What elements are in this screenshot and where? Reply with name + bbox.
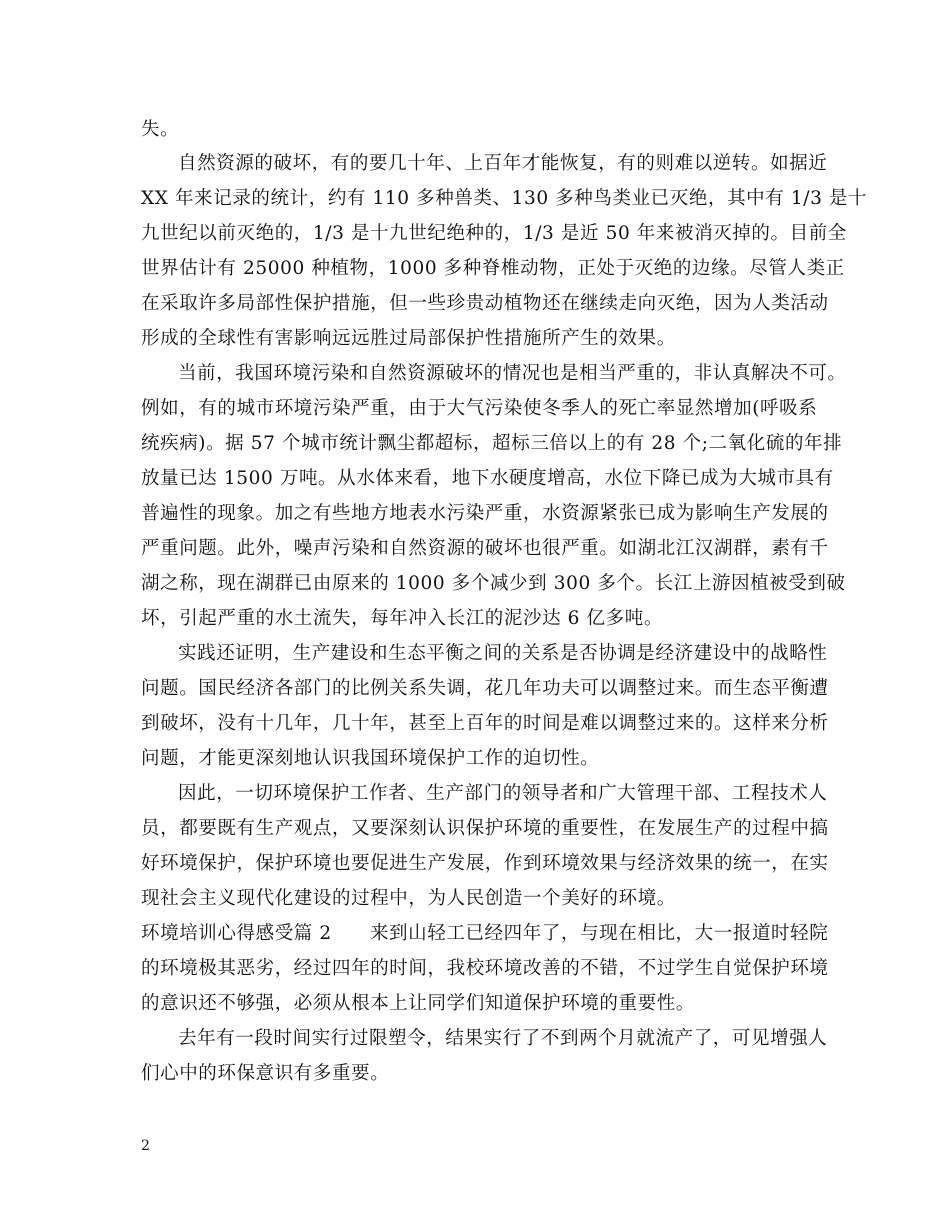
text-line: 现社会主义现代化建设的过程中，为人民创造一个美好的环境。 — [141, 888, 676, 909]
text-line: 统疾病)。据 57 个城市统计飘尘都超标，超标三倍以上的有 28 个;二氧化硫的年排 — [141, 433, 843, 454]
text-line: 的意识还不够强，必须从根本上让同学们知道保护环境的重要性。 — [141, 993, 695, 1014]
text-line: 问题。国民经济各部门的比例关系失调，花几年功夫可以调整过来。而生态平衡遭 — [141, 678, 829, 699]
text-line: 自然资源的破坏，有的要几十年、上百年才能恢复，有的则难以逆转。如据近 — [178, 153, 828, 174]
text-line: 湖之称，现在湖群已由原来的 1000 多个减少到 300 多个。长江上游因植被受到破 — [141, 573, 846, 594]
text-line: 失。 — [141, 119, 180, 140]
text-line: 普遍性的现象。加之有些地方地表水污染严重，水资源紧张已成为影响生产发展的 — [141, 503, 829, 524]
text-line: 到破坏，没有十几年，几十年，甚至上百年的时间是难以调整过来的。这样来分析 — [141, 713, 829, 734]
text-line: 严重问题。此外，噪声污染和自然资源的破坏也很严重。如湖北江汉湖群，素有千 — [141, 538, 829, 559]
text-line: 好环境保护，保护环境也要促进生产发展，作到环境效果与经济效果的统一，在实 — [141, 853, 829, 874]
text-line: 员，都要既有生产观点，又要深刻认识保护环境的重要性，在发展生产的过程中搞 — [141, 818, 829, 839]
text-line: 实践还证明，生产建设和生态平衡之间的关系是否协调是经济建设中的战略性 — [178, 643, 828, 664]
text-line: 的环境极其恶劣，经过四年的时间，我校环境改善的不错，不过学生自觉保护环境 — [141, 958, 829, 979]
text-line: 形成的全球性有害影响远远胜过局部保护性措施所产生的效果。 — [141, 328, 676, 349]
text-line: 去年有一段时间实行过限塑令，结果实行了不到两个月就流产了，可见增强人 — [178, 1028, 828, 1049]
page-number: 2 — [141, 1138, 150, 1154]
text-line: 坏，引起严重的水土流失，每年冲入长江的泥沙达 6 亿多吨。 — [141, 608, 663, 629]
text-line: 九世纪以前灭绝的，1/3 是十九世纪绝种的，1/3 是近 50 年来被消灭掉的。目前全 — [141, 223, 847, 244]
section-heading-line: 环境培训心得感受篇 2 来到山轻工已经四年了，与现在相比，大一报道时轻院 — [141, 923, 829, 944]
text-line: 问题，才能更深刻地认识我国环境保护工作的迫切性。 — [141, 748, 600, 769]
text-line: 世界估计有 25000 种植物，1000 多种脊椎动物，正处于灭绝的边缘。尽管人类正 — [141, 258, 845, 279]
text-line: 例如，有的城市环境污染严重，由于大气污染使冬季人的死亡率显然增加(呼吸系 — [141, 398, 818, 419]
text-line: XX 年来记录的统计，约有 110 多种兽类、130 多种鸟类业已灭绝，其中有 1/3 是十 — [141, 188, 868, 209]
text-line: 当前，我国环境污染和自然资源破坏的情况也是相当严重的，非认真解决不可。 — [178, 363, 847, 384]
text-line: 们心中的环保意识有多重要。 — [141, 1063, 390, 1084]
text-line: 放量已达 1500 万吨。从水体来看，地下水硬度增高，水位下降已成为大城市具有 — [141, 468, 834, 489]
text-line: 在采取许多局部性保护措施，但一些珍贵动植物还在继续走向灭绝，因为人类活动 — [141, 293, 829, 314]
text-line: 因此，一切环境保护工作者、生产部门的领导者和广大管理干部、工程技术人 — [178, 783, 828, 804]
